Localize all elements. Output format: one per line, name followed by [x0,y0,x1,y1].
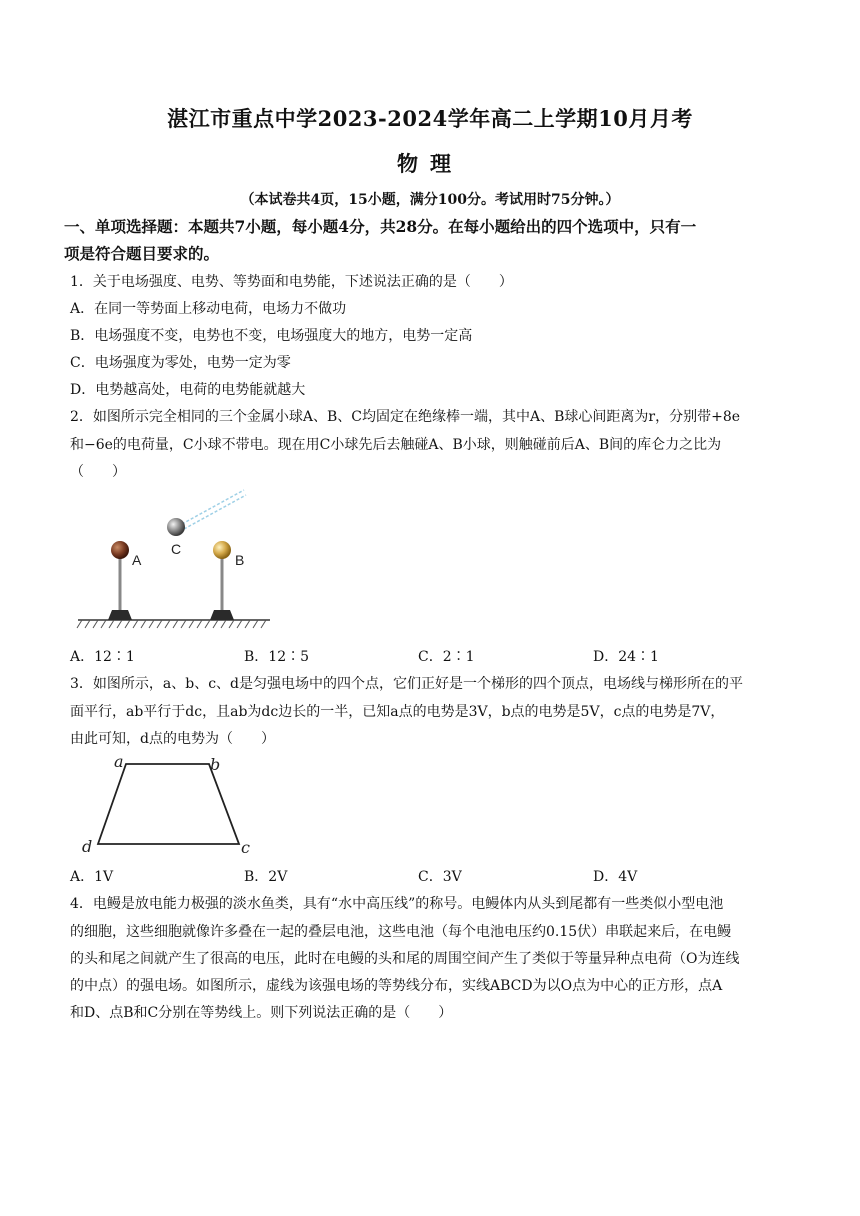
section-heading-line2: 项是符合题目要求的。 [64,244,220,263]
q2-option-b: B．12∶5 [244,649,310,665]
q1-option-c: C．电场强度为零处，电势一定为零 [70,355,291,371]
q3-stem-line3: 由此可知，d点的电势为（ ） [70,731,275,747]
ball-b [213,541,231,559]
q2-option-a: A．12∶1 [70,649,135,665]
q2-figure [74,486,274,632]
section-heading-line1: 一、单项选择题：本题共7小题，每小题4分，共28分。在每小题给出的四个选项中，只有一 [64,217,697,236]
q1-option-a: A．在同一等势面上移动电荷，电场力不做功 [70,301,347,317]
q2-option-d: D．24∶1 [593,649,659,665]
vertex-label-c: c [241,838,250,856]
q2-stem-line1: 2．如图所示完全相同的三个金属小球A、B、C均固定在绝缘棒一端，其中A、B球心间距离为r，分别带+8e [70,409,741,425]
q4-stem-line2: 的细胞，这些细胞就像许多叠在一起的叠层电池，这些电池（每个电池电压约0.15伏）串联起来后，在电鳗 [70,924,732,940]
q3-option-d: D．4V [593,869,638,885]
q3-option-c: C．3V [418,869,462,885]
subject-title: 物理 [397,151,463,176]
exam-note: （本试卷共4页，15小题，满分100分。考试用时75分钟。） [240,192,620,208]
rod-c [167,490,246,536]
q3-stem-line1: 3．如图所示，a、b、c、d是匀强电场中的四个点，它们正好是一个梯形的四个顶点，电场线与梯形所在的平 [70,676,744,692]
exam-title: 湛江市重点中学2023-2024学年高二上学期10月月考 [167,106,693,131]
q4-stem-line4: 的中点）的强电场。如图所示，虚线为该强电场的等势线分布，实线ABCD为以O点为中心的正方形，点A [70,978,723,994]
q1-option-d: D．电势越高处，电荷的电势能就越大 [70,382,306,398]
q4-stem-line5: 和D、点B和C分别在等势线上。则下列说法正确的是（ ） [70,1005,453,1021]
q3-stem-line2: 面平行，ab平行于dc，且ab为dc边长的一半，已知a点的电势是3V，b点的电势是5V，c点的电势是7V， [70,704,725,720]
q4-stem-line3: 的头和尾之间就产生了很高的电压，此时在电鳗的头和尾的周围空间产生了类似于等量异种点电荷（O为连线 [70,951,740,967]
q2-stem-line3: （ ） [70,464,126,480]
q2-stem-line2: 和−6e的电荷量，C小球不带电。现在用C小球先后去触碰A、B小球，则触碰前后A、B间的库仑力之比为 [70,437,722,453]
q3-option-b: B．2V [244,869,288,885]
q1-stem: 1．关于电场强度、电势、等势面和电势能，下述说法正确的是（ ） [70,274,513,290]
ball-a [111,541,129,559]
stand-a [108,541,132,620]
vertex-label-d: d [82,837,93,856]
q3-option-a: A．1V [70,869,114,885]
q1-option-b: B．电场强度不变，电势也不变，电场强度大的地方，电势一定高 [70,328,473,344]
q2-option-c: C．2∶1 [418,649,475,665]
trapezoid-shape [98,764,239,844]
label-a: A [132,552,142,568]
vertex-label-b: b [210,755,221,774]
vertex-label-a: a [114,752,124,771]
ground-hatching [77,620,270,628]
q3-trapezoid-figure [76,752,266,856]
stand-b [210,541,234,620]
ball-c [167,518,185,536]
label-c: C [171,541,182,557]
label-b: B [235,552,245,568]
q4-stem-line1: 4．电鳗是放电能力极强的淡水鱼类，具有“水中高压线”的称号。电鳗体内从头到尾都有一些类似小型电池 [70,896,724,912]
